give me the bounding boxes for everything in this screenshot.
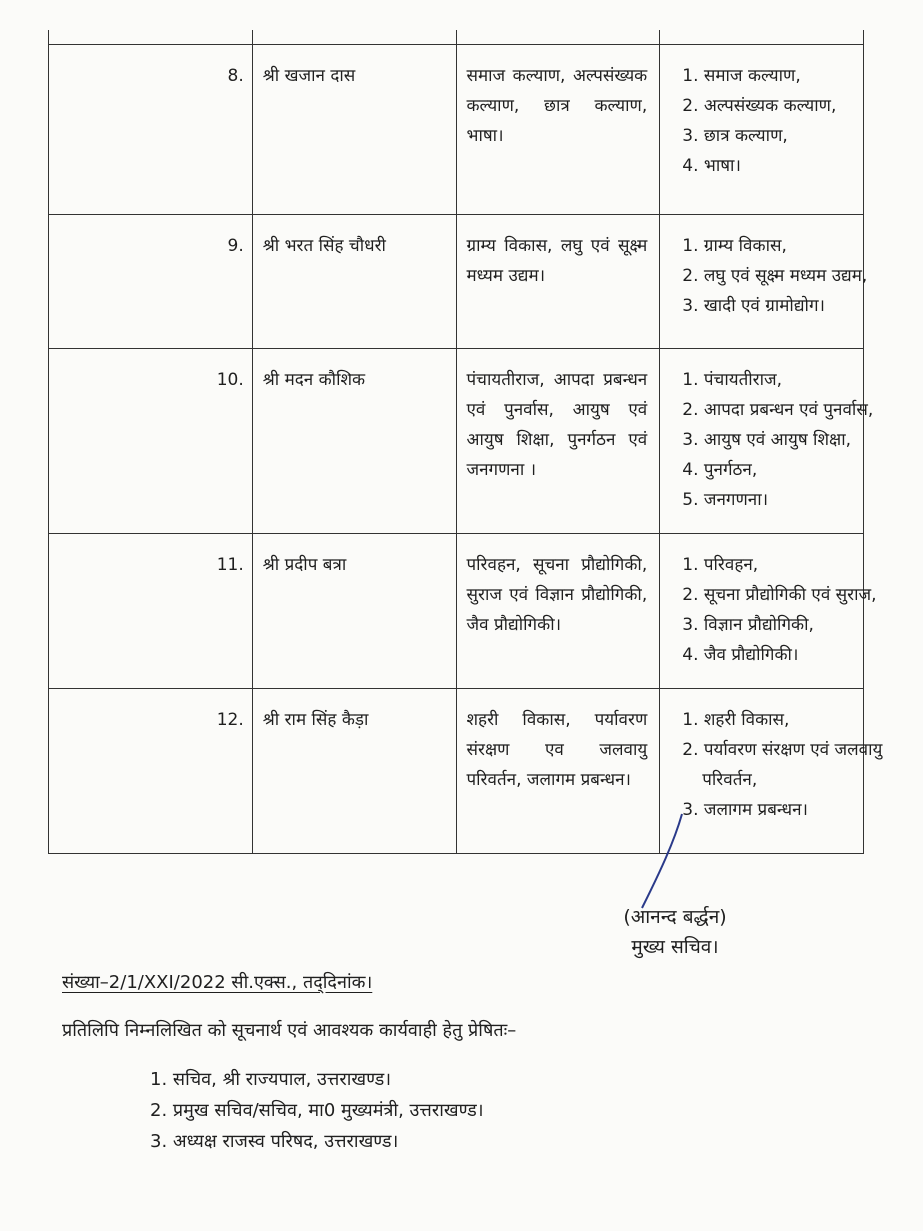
list-item: 1. समाज कल्याण, — [682, 66, 801, 86]
row-number: 12. — [49, 689, 253, 854]
list-item: 1. ग्राम्य विकास, — [682, 236, 787, 256]
minister-name: श्री राम सिंह कैड़ा — [252, 689, 456, 854]
reference-number: संख्या–2/1/XXI/2022 सी.एक्स., तद्‌दिनांक। — [62, 972, 373, 993]
department-list — [660, 349, 874, 534]
departments-text: समाज कल्याण, अल्पसंख्यक कल्याण, छात्र कल्याण, भाषा। — [456, 45, 660, 215]
list-item: 3. अध्यक्ष राजस्व परिषद, उत्तराखण्ड। — [150, 1131, 399, 1152]
signature-mark — [630, 812, 700, 912]
minister-name: श्री प्रदीप बत्रा — [252, 534, 456, 689]
list-item: 1. परिवहन, — [682, 555, 759, 575]
list-item: 1. सचिव, श्री राज्यपाल, उत्तराखण्ड। — [150, 1069, 392, 1090]
row-number: 9. — [49, 215, 253, 349]
row-number: 8. — [49, 45, 253, 215]
list-item: 4. भाषा। — [682, 156, 741, 176]
departments-text: ग्राम्य विकास, लघु एवं सूक्ष्म मध्यम उद्यम। — [456, 215, 660, 349]
list-item: 2. आपदा प्रबन्धन एवं पुनर्वास, — [682, 400, 874, 420]
department-list — [660, 45, 864, 215]
table-row — [49, 45, 864, 215]
row-number: 10. — [49, 349, 253, 534]
department-list — [660, 215, 868, 349]
minister-name: श्री खजान दास — [252, 45, 456, 215]
minister-name: श्री मदन कौशिक — [252, 349, 456, 534]
list-item: 5. जनगणना। — [682, 490, 769, 510]
list-item: 3. छात्र कल्याण, — [682, 126, 788, 146]
minister-name: श्री भरत सिंह चौधरी — [252, 215, 456, 349]
table-row — [49, 215, 864, 349]
list-item: 3. जलागम प्रबन्धन। — [682, 800, 808, 820]
signatory-name: (आनन्द बर्द्धन) — [623, 906, 727, 928]
table-top-edge — [49, 30, 864, 45]
table-row — [49, 349, 864, 534]
copy-recipient-list — [150, 1064, 484, 1157]
departments-text: परिवहन, सूचना प्रौद्योगिकी, सुराज एवं विज्ञान प्रौद्योगिकी, जैव प्रौद्योगिकी। — [456, 534, 660, 689]
table-row — [49, 689, 864, 854]
list-item: 3. विज्ञान प्रौद्योगिकी, — [682, 615, 814, 635]
row-number: 11. — [49, 534, 253, 689]
table-row — [49, 534, 864, 689]
list-item: 2. लघु एवं सूक्ष्म मध्यम उद्यम, — [682, 266, 868, 286]
department-list — [660, 534, 877, 689]
departments-text: शहरी विकास, पर्यावरण संरक्षण एव जलवायु परिवर्तन, जलागम प्रबन्धन। — [456, 689, 660, 854]
departments-text: पंचायतीराज, आपदा प्रबन्धन एवं पुनर्वास, आयुष एवं आयुष शिक्षा, पुनर्गठन एवं जनगणना । — [456, 349, 660, 534]
list-item: 1. पंचायतीराज, — [682, 370, 783, 390]
list-item-continuation: परिवर्तन, — [702, 770, 758, 790]
signature-stroke — [642, 814, 682, 908]
list-item: 3. खादी एवं ग्रामोद्योग। — [682, 296, 825, 316]
list-item: 2. अल्पसंख्यक कल्याण, — [682, 96, 837, 116]
list-item: 2. सूचना प्रौद्योगिकी एवं सुराज, — [682, 585, 877, 605]
list-item: 4. पुनर्गठन, — [682, 460, 758, 480]
list-item: 2. पर्यावरण संरक्षण एवं जलवायु — [682, 740, 883, 760]
list-item: 3. आयुष एवं आयुष शिक्षा, — [682, 430, 852, 450]
list-item: 1. शहरी विकास, — [682, 710, 790, 730]
list-item: 2. प्रमुख सचिव/सचिव, मा0 मुख्यमंत्री, उत्तराखण्ड। — [150, 1100, 484, 1121]
copy-forward-intro: प्रतिलिपि निम्नलिखित को सूचनार्थ एवं आवश्यक कार्यवाही हेतु प्रेषितः– — [62, 1020, 517, 1041]
list-item: 4. जैव प्रौद्योगिकी। — [682, 645, 799, 665]
signatory-designation: मुख्य सचिव। — [631, 936, 719, 958]
minister-portfolio-table — [48, 30, 883, 854]
signatory-block — [600, 902, 750, 962]
